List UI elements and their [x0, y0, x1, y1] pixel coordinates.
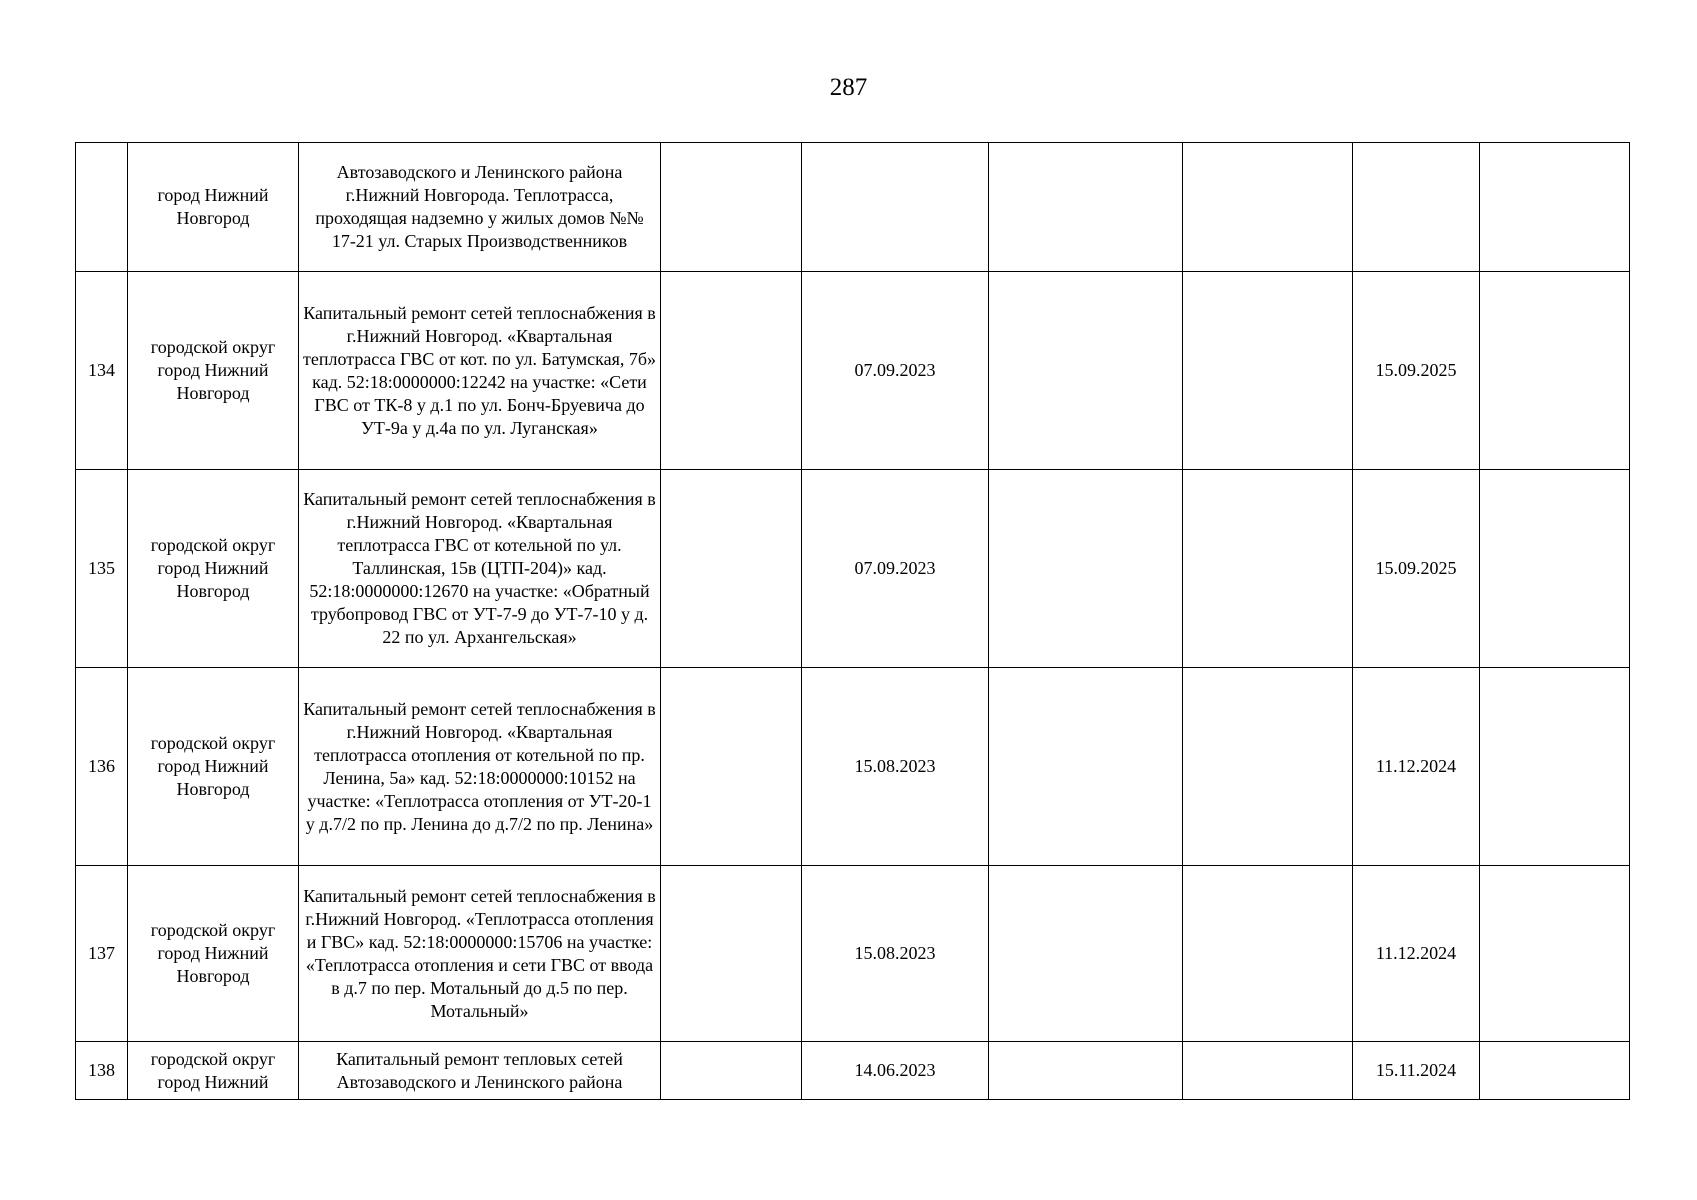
municipality-cell: город Нижний Новгород	[128, 143, 299, 272]
start-date-cell	[802, 143, 989, 272]
table-row	[76, 668, 1630, 866]
table-row	[76, 866, 1630, 1042]
works-table	[75, 142, 1630, 1100]
empty-cell	[1183, 668, 1353, 866]
table-row	[76, 470, 1630, 668]
start-date-cell: 15.08.2023	[802, 668, 989, 866]
end-date-cell	[1353, 143, 1480, 272]
empty-cell	[1183, 143, 1353, 272]
empty-cell	[989, 668, 1183, 866]
empty-cell	[1480, 143, 1630, 272]
municipality-cell: городской округ город Нижний Новгород	[128, 668, 299, 866]
empty-cell	[989, 866, 1183, 1042]
start-date-cell: 07.09.2023	[802, 272, 989, 470]
empty-cell	[661, 143, 802, 272]
empty-cell	[661, 866, 802, 1042]
empty-cell	[1480, 1042, 1630, 1100]
empty-cell	[1183, 866, 1353, 1042]
page-number: 287	[829, 74, 868, 101]
start-date-cell: 07.09.2023	[802, 470, 989, 668]
empty-cell	[989, 143, 1183, 272]
end-date-cell: 11.12.2024	[1353, 668, 1480, 866]
empty-cell	[661, 470, 802, 668]
empty-cell	[1183, 470, 1353, 668]
table-row	[76, 1042, 1630, 1100]
row-number: 135	[76, 470, 128, 668]
empty-cell	[989, 470, 1183, 668]
municipality-cell: городской округ город Нижний Новгород	[128, 470, 299, 668]
description-cell: Капитальный ремонт сетей теплоснабжения в г.Нижний Новгород. «Квартальная теплотрасса ГВС от котельной по ул. Таллинская, 15в (ЦТП-204)» кад. 52:18:0000000:12670 на участке: «Обратный трубопровод ГВС от УТ-7-9 до УТ-7-10 у д. 22 по ул. Архангельская»	[299, 470, 661, 668]
start-date-cell: 15.08.2023	[802, 866, 989, 1042]
start-date-cell: 14.06.2023	[802, 1042, 989, 1100]
empty-cell	[1480, 668, 1630, 866]
description-cell: Капитальный ремонт сетей теплоснабжения в г.Нижний Новгород. «Теплотрасса отопления и ГВС» кад. 52:18:0000000:15706 на участке: «Теплотрасса отопления и сети ГВС от ввода в д.7 по пер. Мотальный до д.5 по пер. Мотальный»	[299, 866, 661, 1042]
description-cell: Капитальный ремонт сетей теплоснабжения в г.Нижний Новгород. «Квартальная теплотрасса отопления от котельной по пр. Ленина, 5а» кад. 52:18:0000000:10152 на участке: «Теплотрасса отопления от УТ-20-1 у д.7/2 по пр. Ленина до д.7/2 по пр. Ленина»	[299, 668, 661, 866]
municipality-cell: городской округ город Нижний Новгород	[128, 866, 299, 1042]
description-cell: Капитальный ремонт сетей теплоснабжения в г.Нижний Новгород. «Квартальная теплотрасса ГВС от кот. по ул. Батумская, 7б» кад. 52:18:0000000:12242 на участке: «Сети ГВС от ТК-8 у д.1 по ул. Бонч-Бруевича до УТ-9а у д.4а по ул. Луганская»	[299, 272, 661, 470]
municipality-cell: городской округ город Нижний	[128, 1042, 299, 1100]
row-number	[76, 143, 128, 272]
municipality-cell: городской округ город Нижний Новгород	[128, 272, 299, 470]
description-cell: Капитальный ремонт тепловых сетей Автозаводского и Ленинского района	[299, 1042, 661, 1100]
row-number: 136	[76, 668, 128, 866]
table-row	[76, 272, 1630, 470]
empty-cell	[661, 668, 802, 866]
empty-cell	[989, 1042, 1183, 1100]
empty-cell	[1480, 272, 1630, 470]
empty-cell	[989, 272, 1183, 470]
table-row	[76, 143, 1630, 272]
end-date-cell: 15.09.2025	[1353, 470, 1480, 668]
end-date-cell: 15.11.2024	[1353, 1042, 1480, 1100]
empty-cell	[1183, 272, 1353, 470]
row-number: 134	[76, 272, 128, 470]
end-date-cell: 11.12.2024	[1353, 866, 1480, 1042]
row-number: 138	[76, 1042, 128, 1100]
end-date-cell: 15.09.2025	[1353, 272, 1480, 470]
empty-cell	[1480, 470, 1630, 668]
empty-cell	[661, 1042, 802, 1100]
row-number: 137	[76, 866, 128, 1042]
empty-cell	[1183, 1042, 1353, 1100]
empty-cell	[661, 272, 802, 470]
empty-cell	[1480, 866, 1630, 1042]
description-cell: Автозаводского и Ленинского района г.Нижний Новгорода. Теплотрасса, проходящая надземно у жилых домов №№ 17-21 ул. Старых Производственников	[299, 143, 661, 272]
